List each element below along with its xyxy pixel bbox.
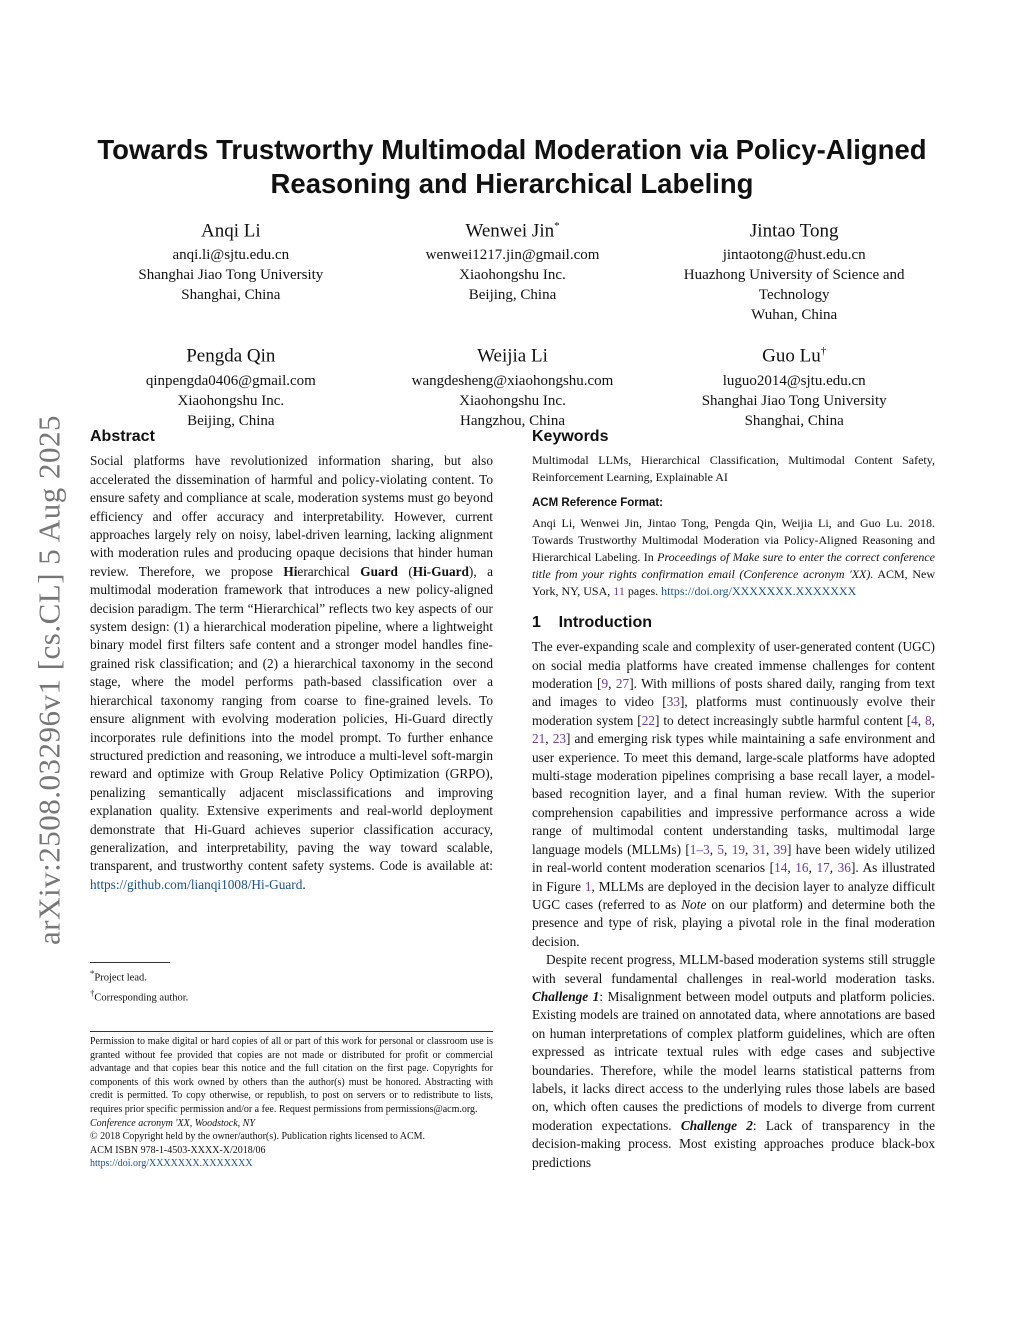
permission-text: Permission to make digital or hard copies of all or part of this work for personal or classroom use is granted without fee provided that copies are not made or distributed for profit or commercial advantage and that copies bear this notice and the full citation on the first page. Copyrights for components of this work owned by others than the author(s) must be honored. Abstracting with credit is permitted. To copy otherwise, or republish, to post on servers or to redistribute to lists, requires prior specific permission and/or a fee. Request permissions from permissions@acm.org.: [90, 1036, 493, 1115]
citation-link[interactable]: 19: [731, 841, 746, 857]
author-email: qinpengda0406@gmail.com: [145, 372, 316, 389]
author-row: [90, 339, 935, 430]
footnote-corresponding: †Corresponding author.: [90, 987, 189, 1003]
author-location: Hangzhou, China: [460, 412, 565, 429]
author-affiliation: Xiaohongshu Inc.: [177, 392, 285, 409]
abstract-text: Social platforms have revolutionized information sharing, but also accelerated the dissemination of harmful and policy-violating content. To ensure safety and compliance at scale, moderation systems must go beyond efficiency and offer accuracy and interpretability. However, current approaches largely rely on noisy, label-driven learning, lacking alignment with moderation rules and producing opaque decisions that hinder human review. Therefore, we propose Hierarchical Guard (Hi-Guard), a multimodal moderation framework that introduces a new policy-aligned decision paradigm. The term “Hierarchical” reflects two key aspects of our system design: (1) a hierarchical moderation pipeline, where a lightweight binary model first filters safe content and a stronger model handles fine-grained risk classification; and (2) a hierarchical taxonomy in the second stage, where the model performs path-based classification over a hierarchical taxonomy ranging from coarse to fine-grained levels. To ensure alignment with evolving moderation policies, Hi-Guard directly incorporates rule definitions into the model prompt. To further enhance structured prediction and reasoning, we introduce a multi-level soft-margin reward and optimize with Group Relative Policy Optimization (GRPO), penalizing semantically adjacent misclassifications and improving explanation quality. Extensive experiments and real-world deployment demonstrate that Hi-Guard achieves superior classification accuracy, generalization, and interpretability, paving the way toward scalable, transparent, and trustworthy content safety systems. Code is available at: https://github.com/lianqi1008/Hi-Guard.: [90, 453, 493, 892]
author-card: [653, 339, 935, 430]
author-email: jintaotong@hust.edu.cn: [722, 247, 866, 264]
copyright-line: © 2018 Copyright held by the owner/author(s). Publication rights licensed to ACM.: [90, 1131, 426, 1143]
author-email: anqi.li@sjtu.edu.cn: [172, 247, 290, 264]
author-name: Weijia Li: [477, 345, 548, 367]
citation-link[interactable]: 1: [584, 878, 592, 894]
permission-rule: [90, 1031, 493, 1032]
citation-link[interactable]: 4: [911, 712, 918, 728]
permission-doi-link[interactable]: https://doi.org/XXXXXXX.XXXXXXX: [90, 1158, 253, 1170]
author-card: [653, 214, 935, 325]
author-name: Jintao Tong: [749, 220, 839, 242]
keywords-heading: Keywords: [532, 428, 609, 445]
citation-link[interactable]: 33: [666, 694, 680, 710]
right-column: [532, 428, 935, 1172]
author-email: wangdesheng@xiaohongshu.com: [411, 372, 614, 389]
author-affiliation: Shanghai Jiao Tong University: [138, 267, 324, 284]
acm-reference-text: Anqi Li, Wenwei Jin, Jintao Tong, Pengda Qin, Weijia Li, and Guo Lu. 2018. Towards Trustworthy Multimodal Moderation via Policy-Aligned Reasoning and Hierarchical Labeling. In Proceedings of Make sure to enter the correct conference title from your rights confirmation email (Conference acronym 'XX). ACM, New York, NY, USA, 11 pages. https://doi.org/XXXXXXX.XXXXXXX: [532, 515, 935, 598]
footnotes: [90, 962, 493, 1005]
author-affiliation: Shanghai Jiao Tong University: [701, 392, 887, 409]
acm-doi-link[interactable]: https://doi.org/XXXXXXX.XXXXXXX: [661, 583, 857, 598]
arxiv-sidebar: [12, 392, 82, 967]
intro-paragraph-2: Despite recent progress, MLLM-based moderation systems still struggle with several fundamental challenges in real-world moderation tasks. Challenge 1: Misalignment between model outputs and platform policies. Existing models are trained on annotated data, where annotations are based on human interpretations of complex platform guidelines, which are often expressed as intricate textual rules with edge cases and subjective boundaries. Therefore, while the model learns statistical patterns from labels, it lacks direct access to the underlying rules those labels are based on, which often causes the predictions of models to diverge from current moderation expectations. Challenge 2: Lack of transparency in the decision-making process. Most existing approaches produce black-box predictions: [532, 952, 935, 1170]
keywords-text: Multimodal LLMs, Hierarchical Classification, Multimodal Content Safety, Reinforcement Learning, Explainable AI: [532, 453, 935, 485]
footnote-rule: [90, 962, 170, 963]
author-affiliation: Xiaohongshu Inc.: [459, 392, 566, 409]
arxiv-identifier: arXiv:2508.03296v1 [cs.CL] 5 Aug 2025: [31, 415, 67, 945]
acm-reference-heading: ACM Reference Format:: [532, 497, 663, 510]
citation-link[interactable]: 39: [773, 841, 787, 857]
challenge-label: Challenge 1: [532, 988, 600, 1004]
author-affiliation: Xiaohongshu Inc.: [459, 267, 566, 284]
citation-link[interactable]: 22: [641, 712, 655, 728]
intro-heading: 1 Introduction: [532, 613, 652, 631]
author-name: Anqi Li: [201, 220, 261, 242]
author-name: Wenwei Jin*: [465, 220, 560, 242]
author-location: Shanghai, China: [181, 287, 281, 304]
citation-link[interactable]: 16: [795, 860, 809, 876]
abstract-heading: Abstract: [90, 428, 155, 445]
paper-title: Towards Trustworthy Multimodal Moderation via Policy-Aligned Reasoning and Hierarchical Labeling: [97, 134, 927, 199]
author-email: wenwei1217.jin@gmail.com: [425, 247, 600, 264]
author-location: Wuhan, China: [751, 307, 838, 324]
citation-link[interactable]: 5: [717, 841, 725, 857]
citation-link[interactable]: 8: [925, 712, 932, 728]
author-name: Pengda Qin: [186, 345, 276, 367]
author-row: [90, 214, 935, 325]
code-link[interactable]: https://github.com/lianqi1008/Hi-Guard: [90, 876, 303, 892]
footnote-project-lead: *Project lead.: [90, 968, 147, 984]
author-email: luguo2014@sjtu.edu.cn: [722, 372, 866, 389]
author-card: [372, 214, 654, 325]
author-card: [372, 339, 654, 430]
left-column: [90, 428, 493, 894]
citation-link[interactable]: 31: [752, 841, 766, 857]
citation-link[interactable]: 1–3: [689, 841, 710, 857]
author-card: [90, 339, 372, 430]
conference-line: Conference acronym 'XX, Woodstock, NY: [90, 1117, 255, 1129]
author-affiliation: Huazhong University of Science and Technology: [683, 267, 905, 304]
permission-block: [90, 1031, 493, 1171]
author-card: [90, 214, 372, 325]
intro-paragraph-1: The ever-expanding scale and complexity of user-generated content (UGC) on social media platforms have created immense challenges for content moderation [9, 27]. With millions of posts shared daily, ranging from text and images to video [33], platforms must continuously evolve their moderation system [22] to detect increasingly subtle harmful content [4, 8, 21, 23] and emerging risk types while maintaining a safe environment and user experience. To meet this demand, large-scale platforms have adopted multi-stage moderation pipelines comprising a base recall layer, a model-based recognition layer, and a final human review. With the superior comprehension capabilities and impressive performance across a wide range of multimodal content understanding tasks, multimodal large language models (MLLMs) [1–3, 5, 19, 31, 39] have been widely utilized in real-world content moderation scenarios [14, 16, 17, 36]. As illustrated in Figure 1, MLLMs are deployed in the decision layer to analyze difficult UGC cases (referred to as Note on our platform) and determine both the presence and type of risk, playing a pivotal role in the final moderation decision.: [532, 639, 936, 949]
citation-link[interactable]: 17: [816, 860, 830, 876]
author-block: [90, 214, 935, 431]
author-location: Beijing, China: [468, 287, 557, 304]
isbn-line: ACM ISBN 978-1-4503-XXXX-X/2018/06: [90, 1144, 266, 1156]
author-location: Shanghai, China: [744, 412, 844, 429]
citation-link[interactable]: 27: [615, 676, 630, 692]
citation-link[interactable]: 21: [532, 731, 546, 747]
author-location: Beijing, China: [187, 412, 275, 429]
citation-link[interactable]: 9: [601, 676, 609, 692]
citation-link[interactable]: 23: [552, 731, 566, 747]
challenge-label: Challenge 2: [680, 1117, 753, 1133]
citation-link[interactable]: 14: [774, 860, 788, 876]
citation-link[interactable]: 36: [837, 860, 851, 876]
author-name: Guo Lu†: [762, 345, 827, 367]
